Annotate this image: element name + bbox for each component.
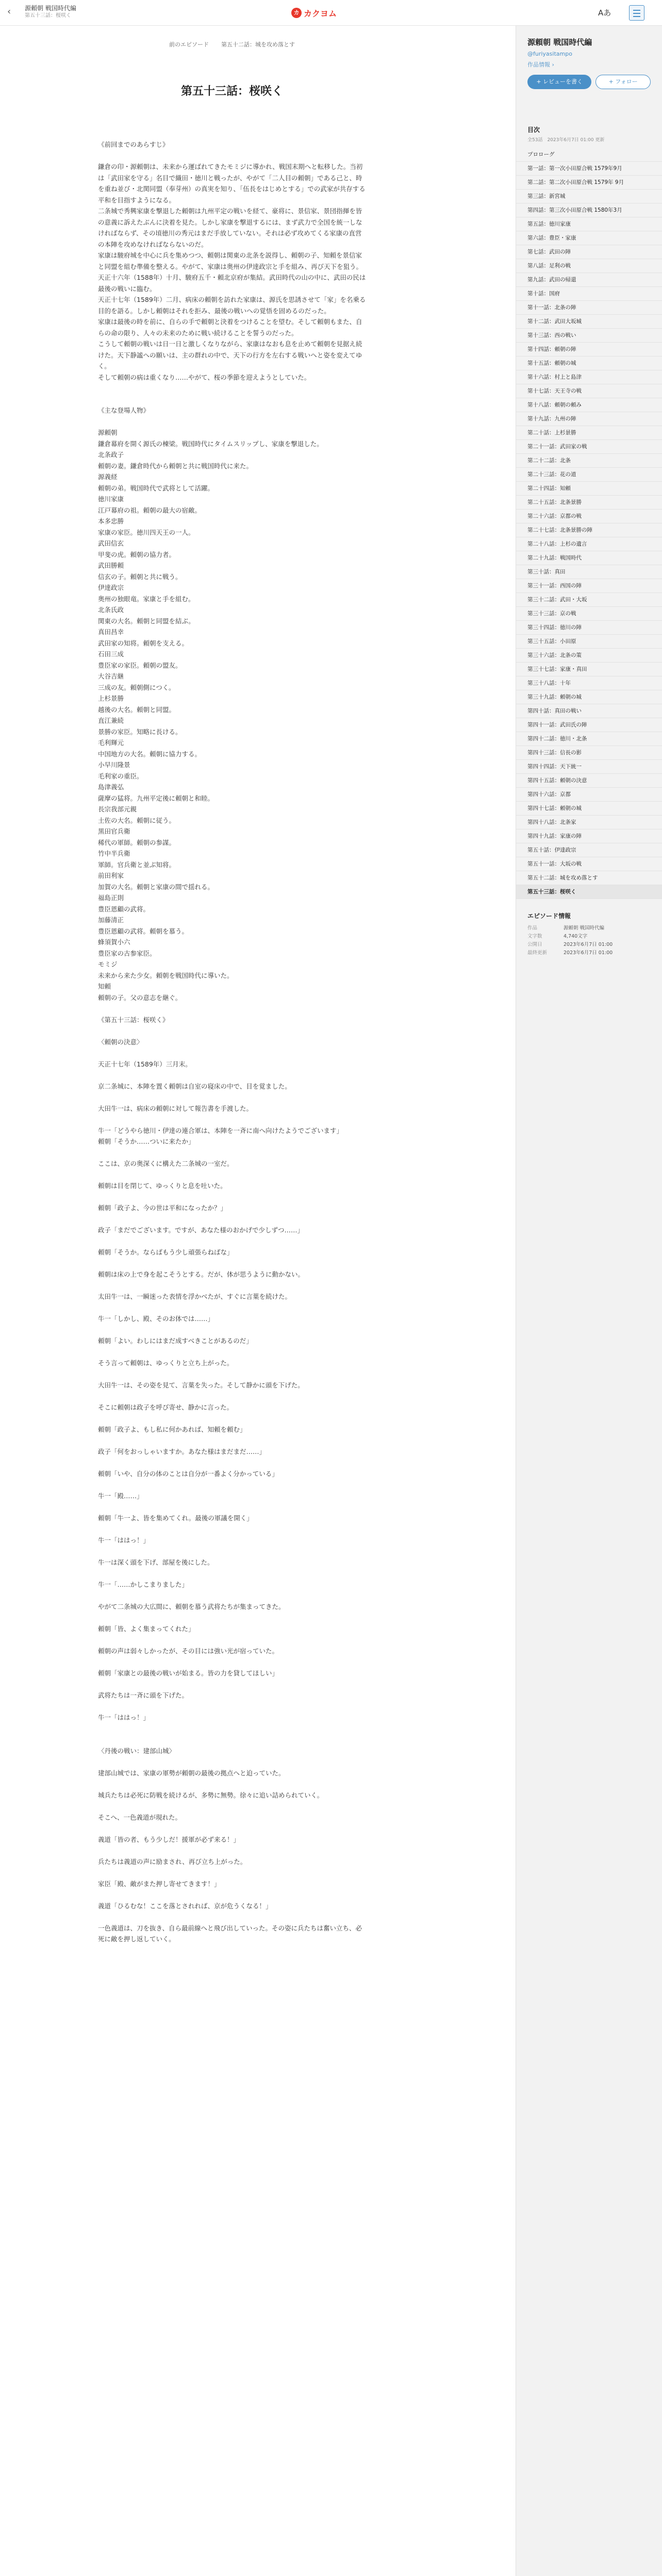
toc-item[interactable]: 第四十八話：北条家 xyxy=(516,816,662,829)
body-paragraph: 兵たちは義道の声に励まされ、再び立ち上がった。 xyxy=(98,1857,247,1866)
back-arrow-icon[interactable]: ‹ xyxy=(7,6,11,17)
body-paragraph: そこに頼朝は政子を呼び寄せ、静かに言った。 xyxy=(98,1403,234,1411)
body-paragraph: 越後の大名。頼朝と同盟。 xyxy=(98,705,176,714)
body-paragraph: 天正十七年（1589年）二月、病床の頼朝を訪れた家康は、源氏を思誘させて「家」を名乗る目的を語る。しかし頼朝はそれを拒み、最後の戦いへの覚悟を固めるのだった。 xyxy=(98,296,366,315)
body-paragraph: 《前回までのあらすじ》 xyxy=(98,141,169,148)
site-logo[interactable] xyxy=(291,7,337,19)
toc-item[interactable]: 第二話：第二次小田原合戦 1579年 9月 xyxy=(516,176,662,190)
body-paragraph xyxy=(98,1347,366,1358)
body-paragraph: 奥州の独眼竜。家康と手を組む。 xyxy=(98,595,195,603)
body-paragraph xyxy=(98,1047,366,1059)
body-paragraph: そこへ、一色義道が現れた。 xyxy=(98,1813,182,1821)
logo-icon: カ xyxy=(291,8,302,18)
body-paragraph: 豊臣家の家臣。頼朝の盟友。 xyxy=(98,661,182,669)
body-paragraph xyxy=(98,1801,366,1812)
body-paragraph: 〈頼朝の決意〉 xyxy=(98,1038,143,1046)
body-paragraph xyxy=(98,1734,366,1745)
body-paragraph: 頼朝「牛一よ、皆を集めてくれ。最後の軍議を開く」 xyxy=(98,1514,253,1522)
body-paragraph: 武田信玄 xyxy=(98,539,124,547)
toc-item[interactable]: 第二十八話：上杉の遺言 xyxy=(516,537,662,551)
body-paragraph: 牛一は深く頭を下げ、部屋を後にした。 xyxy=(98,1558,214,1566)
body-paragraph: 信玄の子。頼朝と共に戦う。 xyxy=(98,572,182,581)
toc-label: 目次 xyxy=(527,126,540,133)
top-bar xyxy=(0,0,662,26)
toc-item[interactable]: 第四十一話：武田氏の陣 xyxy=(516,718,662,732)
body-paragraph xyxy=(98,1258,366,1269)
body-paragraph: 建部山城では、家康の軍勢が頼朝の最後の拠点へと迫っていた。 xyxy=(98,1769,285,1777)
toc-item[interactable]: 第十五話：頼朝の城 xyxy=(516,357,662,370)
font-settings-button[interactable]: Aあ xyxy=(598,8,611,18)
info-row xyxy=(527,949,651,957)
toc-item[interactable]: 第三十話：真田 xyxy=(516,565,662,579)
episode-info xyxy=(516,911,662,957)
toc-item[interactable]: 第三十二話：武田・大坂 xyxy=(516,593,662,607)
body-paragraph: 大田牛一は、病床の頼朝に対して報告書を手渡した。 xyxy=(98,1104,253,1112)
body-paragraph xyxy=(98,1070,366,1081)
body-paragraph: 稀代の軍師。頼朝の参謀。 xyxy=(98,838,176,846)
body-paragraph xyxy=(98,1568,366,1580)
body-paragraph xyxy=(98,1701,366,1713)
body-paragraph: 三成の友。頼朝側につく。 xyxy=(98,683,175,691)
body-paragraph: 源頼朝 xyxy=(98,429,118,436)
body-paragraph: 政子「何をおっしゃいますか。あなた様はまだまだ……」 xyxy=(98,1448,266,1455)
body-paragraph xyxy=(98,1502,366,1513)
info-value: 2023年6月7日 01:00 xyxy=(564,942,613,947)
body-paragraph: 源義経 xyxy=(98,473,118,481)
sidebar-header xyxy=(516,26,662,89)
body-paragraph: 島津義弘 xyxy=(98,783,124,791)
body-paragraph xyxy=(98,383,366,394)
toc-item[interactable]: 第十四話：頼朝の陣 xyxy=(516,343,662,357)
body-paragraph: 直江兼続 xyxy=(98,717,124,724)
toc-item[interactable]: 第十一話：北条の陣 xyxy=(516,301,662,315)
body-paragraph: 天正十六年（1588年）十月、駿府五千・頼北京府が集結。武田時代の山の中に、武田の民は最後の戦いに臨む。 xyxy=(98,274,366,293)
toc-item[interactable]: 第十六話：村上と島津 xyxy=(516,370,662,384)
body-paragraph: 牛一「どうやら徳川・伊達の連合軍は、本陣を一斉に南へ向けたようでございます」 xyxy=(98,1126,343,1134)
body-paragraph: 《主な登場人物》 xyxy=(98,406,150,414)
body-paragraph: 頼朝の声は弱々しかったが、その目には強い光が宿っていた。 xyxy=(98,1647,279,1655)
body-paragraph xyxy=(98,394,366,405)
toc-item[interactable]: 第二十四話：知頼 xyxy=(516,482,662,496)
toc-item[interactable]: 第二十七話：北条景勝の陣 xyxy=(516,523,662,537)
body-paragraph xyxy=(98,416,366,428)
body-paragraph xyxy=(98,1025,366,1037)
toc-item[interactable]: 第二十三話：花の道 xyxy=(516,468,662,482)
body-paragraph: 小早川隆景 xyxy=(98,761,130,769)
body-paragraph: 義道「皆の者、もう少しだ！援軍が必ず来る！」 xyxy=(98,1835,240,1843)
body-paragraph: 武将たちは一斉に頭を下げた。 xyxy=(98,1691,189,1699)
toc-item[interactable]: 第十九話：九州の陣 xyxy=(516,412,662,426)
body-paragraph xyxy=(98,1236,366,1247)
body-paragraph: 頼朝の妻。鎌倉時代から頼朝と共に戦国時代に来た。 xyxy=(98,462,253,470)
body-paragraph: 伊達政宗 xyxy=(98,584,124,591)
body-paragraph xyxy=(98,1325,366,1336)
body-paragraph: 竹中半兵衛 xyxy=(98,850,130,857)
toc-item[interactable]: 第三十六話：北条の策 xyxy=(516,649,662,663)
info-key: 公開日 xyxy=(527,942,542,947)
body-paragraph: 大田牛一は、その姿を見て、言葉を失った。そして静かに頭を下げた。 xyxy=(98,1381,304,1389)
episode-content xyxy=(0,26,464,2576)
toc-item[interactable]: 第二十五話：北条景勝 xyxy=(516,496,662,510)
body-paragraph xyxy=(98,1280,366,1292)
body-paragraph: 毛利家の重臣。 xyxy=(98,772,143,780)
body-paragraph: 政子「まだでございます。ですが、あなた様のおかげで少しずつ……」 xyxy=(98,1226,304,1234)
body-paragraph: 徳川家康 xyxy=(98,495,124,503)
toc-item[interactable]: 第十七話：天王寺の戦 xyxy=(516,384,662,398)
body-paragraph: 一色義道は、刀を抜き、自ら最前線へと飛び出していった。その姿に兵たちは奮い立ち、必死に敵を押し返していく。 xyxy=(98,1924,362,1943)
toc-item[interactable]: 第三十四話：徳川の陣 xyxy=(516,621,662,635)
prev-episode-link[interactable]: 前のエピソード xyxy=(169,41,209,48)
toc-item[interactable]: 第三話：新宮城 xyxy=(516,190,662,204)
toc-meta: 全53話 2023年6月7日 01:00 更新 xyxy=(527,138,605,143)
info-value: 源頼朝 戦国時代編 xyxy=(564,925,605,931)
episode-info-label: エピソード情報 xyxy=(527,912,571,920)
body-paragraph: 鎌倉の印・源頼朝は、未来から運ばれてきたモミジに導かれ、戦国末期へと転移した。当初は「武田家を守る」名目で織田・徳川と戦ったが、やがて「二人目の頼朝」である己と、時を重ね並び・北関同盟（奉芽州）の真実を知り、「伍長をはじめとする」での武家が共存する平和を目指すようになる。 xyxy=(98,163,366,204)
body-paragraph: 牛一「……かしこまりました」 xyxy=(98,1581,189,1588)
body-paragraph: 江戸幕府の祖。頼朝の最大の宿敵。 xyxy=(98,506,202,514)
info-key: 文字数 xyxy=(527,934,542,939)
sidebar xyxy=(516,26,662,2576)
header-titles xyxy=(25,4,179,20)
toc-item[interactable]: 第一話：第一次小田原合戦 1579年9月 xyxy=(516,162,662,176)
body-paragraph: 福島正則 xyxy=(98,894,124,902)
current-episode-link[interactable]: 第五十二話：城を攻め落とす xyxy=(221,41,295,48)
body-paragraph: 頼朝「皆、よく集まってくれた」 xyxy=(98,1625,195,1633)
body-paragraph: 武田家の知将。頼朝を支える。 xyxy=(98,639,189,647)
toc-item[interactable]: 第九話：武田の帰還 xyxy=(516,273,662,287)
body-paragraph: 〈丹後の戦い：建部山城〉 xyxy=(98,1747,176,1755)
episode-nav xyxy=(155,40,309,53)
body-paragraph xyxy=(98,1723,366,1735)
info-row xyxy=(527,924,651,933)
body-paragraph: 上杉景勝 xyxy=(98,694,124,702)
body-paragraph: 加賀の大名。頼朝と家康の間で揺れる。 xyxy=(98,883,214,891)
toc-item[interactable]: 第三十一話：西国の陣 xyxy=(516,579,662,593)
body-paragraph: 頼朝の弟。戦国時代で武将として活躍。 xyxy=(98,484,214,492)
body-paragraph: 牛一「ははっ！」 xyxy=(98,1714,150,1721)
toc-item[interactable]: 第四話：第三次小田原合戦 1580年3月 xyxy=(516,204,662,217)
toc-item[interactable]: 第四十七話：頼朝の城 xyxy=(516,802,662,816)
toc-item[interactable]: 第五話：徳川家康 xyxy=(516,217,662,231)
body-paragraph: ここは、京の奥深くに構えた二条城の一室だ。 xyxy=(98,1160,234,1167)
toc-item[interactable]: 第二十六話：京都の戦 xyxy=(516,510,662,523)
body-paragraph: 真田昌幸 xyxy=(98,628,124,636)
body-paragraph: モミジ xyxy=(98,960,118,968)
toc-item[interactable]: 第五十一話：大坂の戦 xyxy=(516,857,662,871)
body-paragraph: 頼朝「政子よ、もし私に何かあれば、知頼を頼む」 xyxy=(98,1426,246,1433)
toc-item[interactable]: 第四十四話：天下統一 xyxy=(516,760,662,774)
body-paragraph: 長宗我部元親 xyxy=(98,805,137,813)
body-paragraph xyxy=(98,1635,366,1646)
follow-button[interactable]: + フォロー xyxy=(595,75,651,89)
body-paragraph xyxy=(98,1413,366,1425)
toc-item[interactable]: 第二十二話：北条 xyxy=(516,454,662,468)
logo-text: カクヨム xyxy=(304,8,337,19)
body-paragraph: 北条政子 xyxy=(98,451,124,459)
work-info-link[interactable]: 作品情報 › xyxy=(527,61,554,68)
body-paragraph xyxy=(98,1302,366,1314)
body-paragraph: 関東の大名。頼朝と同盟を結ぶ。 xyxy=(98,617,195,625)
body-paragraph: そう言って頼朝は、ゆっくりと立ち上がった。 xyxy=(98,1359,234,1367)
body-paragraph xyxy=(98,1845,366,1856)
body-paragraph: 頼朝は床の上で身を起こそうとする。だが、体が思うように動かない。 xyxy=(98,1270,305,1278)
body-paragraph xyxy=(98,1546,366,1557)
body-paragraph: 武田勝頼 xyxy=(98,562,124,569)
body-paragraph: 牛一「ははっ！」 xyxy=(98,1536,150,1544)
body-paragraph: 頼朝「そうか。ならばもう少し頑張らねばな」 xyxy=(98,1248,234,1256)
body-paragraph: 頼朝の子。父の意志を継ぐ。 xyxy=(98,993,182,1002)
toc-item[interactable]: 第三十三話：京の戦 xyxy=(516,607,662,621)
toc-item[interactable]: 第三十七話：家康・真田 xyxy=(516,663,662,676)
body-paragraph: 軍師。官兵衛と並ぶ知将。 xyxy=(98,860,176,869)
body-paragraph: 京二条城に、本陣を置く頼朝は自室の寝床の中で、目を覚ました。 xyxy=(98,1082,291,1090)
toc-item[interactable]: 第七話：武田の陣 xyxy=(516,245,662,259)
body-paragraph xyxy=(98,1170,366,1181)
sidebar-actions xyxy=(527,75,651,89)
body-paragraph xyxy=(98,1823,366,1834)
body-paragraph xyxy=(98,1003,366,1014)
toc-item[interactable]: 第五十三話：桜咲く xyxy=(516,885,662,899)
toc-item[interactable]: 第三十九話：頼朝の城 xyxy=(516,690,662,704)
body-paragraph: 豊臣恩顧の武将。 xyxy=(98,905,150,913)
body-paragraph: 頼朝「家康との最後の戦いが始まる。皆の力を貸してほしい」 xyxy=(98,1669,279,1677)
body-paragraph xyxy=(98,150,366,162)
body-paragraph: 牛一「殿……」 xyxy=(98,1492,143,1500)
toc-item[interactable]: 第十二話：武田大坂城 xyxy=(516,315,662,329)
body-paragraph xyxy=(98,1756,366,1768)
body-paragraph xyxy=(98,1458,366,1469)
toc-item[interactable]: 第五十話：伊達政宗 xyxy=(516,843,662,857)
body-paragraph: 豊臣恩顧の武将。頼朝を慕う。 xyxy=(98,927,189,935)
body-paragraph: 天正十七年（1589年）三月末。 xyxy=(98,1060,192,1068)
toc-item[interactable]: 第十三話：西の戦い xyxy=(516,329,662,343)
body-paragraph: 家康は駿府城を中心に兵を集めつつ、頼朝は関東の北条を説得し、頼朝の子、知頼を景信家と同盟を組む準備を整える。やがて、家康は奥州の伊達政宗と手を組み、再び天下を狙う。 xyxy=(98,251,363,270)
body-paragraph: 頼朝「政子よ、今の世は平和になったか？」 xyxy=(98,1204,227,1212)
info-key: 作品 xyxy=(527,925,538,931)
info-value: 4,740文字 xyxy=(564,934,588,939)
toc-item[interactable]: 第二十話：上杉景勝 xyxy=(516,426,662,440)
body-paragraph: 石田三成 xyxy=(98,650,124,658)
body-paragraph: 家康の家臣。徳川四天王の一人。 xyxy=(98,528,195,536)
body-paragraph: 太田牛一は、一瞬迷った表情を浮かべたが、すぐに言葉を続けた。 xyxy=(98,1293,292,1300)
body-paragraph: 知頼 xyxy=(98,982,111,990)
menu-toggle-icon[interactable] xyxy=(629,5,644,21)
body-paragraph: 黒田官兵衛 xyxy=(98,827,130,835)
body-paragraph: 二条城で秀興家康を撃退した頼朝は九州平定の戦いを経て、豪将に、景信家、景団指揮を皆の意義に訴えたぶんに決着を見た。しかし家康を撃退するには、まず武力で全国を統一しなければならず、その頃徳川の秀元はまだ手放していない。それは必ず攻めてくる家康の直営の本陣を攻めなければならないのだ。 xyxy=(98,207,362,248)
body-paragraph: 景勝の家臣。知略に長ける。 xyxy=(98,727,182,736)
toc-item[interactable]: 第十八話：頼朝の頼み xyxy=(516,398,662,412)
body-paragraph xyxy=(98,1524,366,1535)
info-row xyxy=(527,941,651,949)
toc-item[interactable]: 第二十一話：武田家の戦 xyxy=(516,440,662,454)
body-paragraph xyxy=(98,1590,366,1602)
toc-item[interactable]: 第二十九話：戦国時代 xyxy=(516,551,662,565)
body-paragraph xyxy=(98,1679,366,1690)
review-button[interactable]: + レビューを書く xyxy=(527,75,591,89)
toc-item[interactable]: プロローグ xyxy=(516,148,662,162)
body-paragraph xyxy=(98,1889,366,1901)
episode-body xyxy=(98,139,366,1945)
episode-info-list xyxy=(527,924,651,957)
toc-item[interactable]: 第三十五話：小田原 xyxy=(516,635,662,649)
body-paragraph: 甲斐の虎。頼朝の協力者。 xyxy=(98,550,176,558)
toc-item[interactable]: 第十話：国府 xyxy=(516,287,662,301)
body-paragraph: そして頼朝の病は重くなり……やがて、桜の季節を迎えようとしていた。 xyxy=(98,373,311,381)
info-value: 2023年6月7日 01:00 xyxy=(564,950,613,956)
body-paragraph: 義道「ひるむな！ここを落とされれば、京が危うくなる！」 xyxy=(98,1902,272,1910)
body-paragraph xyxy=(98,1214,366,1225)
body-paragraph: 頼朝「そうか……ついに来たか」 xyxy=(98,1138,195,1145)
body-paragraph xyxy=(98,1147,366,1159)
toc-item[interactable]: 第四十二話：徳川・北条 xyxy=(516,732,662,746)
toc-item[interactable]: 第四十話：真田の戦い xyxy=(516,704,662,718)
toc-list xyxy=(516,148,662,899)
body-paragraph: 未来から来た少女。頼朝を戦国時代に導いた。 xyxy=(98,971,234,979)
toc-item[interactable]: 第四十五話：頼朝の決意 xyxy=(516,774,662,788)
body-paragraph: 《第五十三話：桜咲く》 xyxy=(98,1015,169,1024)
body-paragraph xyxy=(98,1657,366,1668)
body-paragraph xyxy=(98,1092,366,1103)
info-key: 最終更新 xyxy=(527,950,548,956)
body-paragraph: やがて二条城の大広間に、頼朝を慕う武将たちが集まってきた。 xyxy=(98,1603,285,1611)
sidebar-author[interactable]: @furiyasitampo xyxy=(527,50,572,57)
body-paragraph: 加藤清正 xyxy=(98,916,124,924)
body-paragraph: 毛利輝元 xyxy=(98,739,124,747)
sidebar-work-title[interactable]: 源頼朝 戦国時代編 xyxy=(527,38,592,47)
body-paragraph: 北条氏政 xyxy=(98,606,124,614)
toc-item[interactable]: 第四十三話：信長の影 xyxy=(516,746,662,760)
body-paragraph: 本多忠勝 xyxy=(98,517,124,525)
body-paragraph xyxy=(98,1613,366,1624)
info-row xyxy=(527,933,651,941)
toc-item[interactable]: 第四十六話：京都 xyxy=(516,788,662,802)
body-paragraph xyxy=(98,1369,366,1380)
body-paragraph: こうして頼朝の戦いは日一日と激しくなりながら、家康はなおも息を止めて頼朝を見据え続けた。天下静謐への願いは、主の群れの中で、天下の行方を左右する戦いへと姿を変えてゆく。 xyxy=(98,340,362,370)
body-paragraph: 蜂須賀小六 xyxy=(98,938,130,946)
body-paragraph xyxy=(98,1391,366,1402)
toc-header xyxy=(516,125,662,143)
body-paragraph: 中国地方の大名。頼朝に協力する。 xyxy=(98,750,202,758)
body-paragraph: 前田利家 xyxy=(98,872,124,879)
body-paragraph xyxy=(98,1867,366,1878)
body-paragraph: 家臣「殿、敵がまた押し寄せてきます！」 xyxy=(98,1879,221,1888)
body-paragraph: 頼朝は目を閉じて、ゆっくりと息を吐いた。 xyxy=(98,1182,227,1190)
toc-item[interactable]: 第八話：足利の戦 xyxy=(516,259,662,273)
body-paragraph: 鎌倉幕府を開く源氏の棟梁。戦国時代にタイムスリップし、家康を撃退した。 xyxy=(98,439,323,448)
toc-item[interactable]: 第六話：豊臣・家康 xyxy=(516,231,662,245)
body-paragraph: 大谷吉継 xyxy=(98,672,124,680)
toc-item[interactable]: 第三十八話：十年 xyxy=(516,676,662,690)
body-paragraph: 豊臣家の古参家臣。 xyxy=(98,949,156,957)
body-paragraph xyxy=(98,1114,366,1125)
body-paragraph: 牛一「しかし、殿、そのお体では……」 xyxy=(98,1315,214,1323)
work-title[interactable]: 源頼朝 戦国時代編 xyxy=(25,5,76,12)
body-paragraph xyxy=(98,1435,366,1447)
body-paragraph: 頼朝「いや、自分の体のことは自分が一番よく分かっている」 xyxy=(98,1470,278,1478)
episode-title: 第五十三話：桜咲く xyxy=(180,85,283,98)
body-paragraph: 家康は最後の時を前に、自らの手で頼朝と決着をつけることを望む。そして頼朝もまた、自らの命の限り、人々の未来のために戦い続けることを誓うのだった。 xyxy=(98,318,362,337)
toc-item[interactable]: 第四十九話：家康の陣 xyxy=(516,829,662,843)
body-paragraph xyxy=(98,1192,366,1203)
toc-item[interactable]: 第五十二話：城を攻め落とす xyxy=(516,871,662,885)
body-paragraph xyxy=(98,1911,366,1923)
body-paragraph: 土佐の大名。頼朝に従う。 xyxy=(98,816,176,824)
body-paragraph: 城兵たちは必死に防戦を続けるが、多勢に無勢。徐々に追い詰められていく。 xyxy=(98,1791,324,1799)
episode-subtitle: 第五十三話：桜咲く xyxy=(25,13,71,19)
body-paragraph: 頼朝「よい。わしにはまだ成すべきことがあるのだ」 xyxy=(98,1337,253,1345)
body-paragraph xyxy=(98,1778,366,1790)
body-paragraph xyxy=(98,1480,366,1491)
body-paragraph: 薩摩の猛将。九州平定後に頼朝と和睦。 xyxy=(98,794,214,802)
